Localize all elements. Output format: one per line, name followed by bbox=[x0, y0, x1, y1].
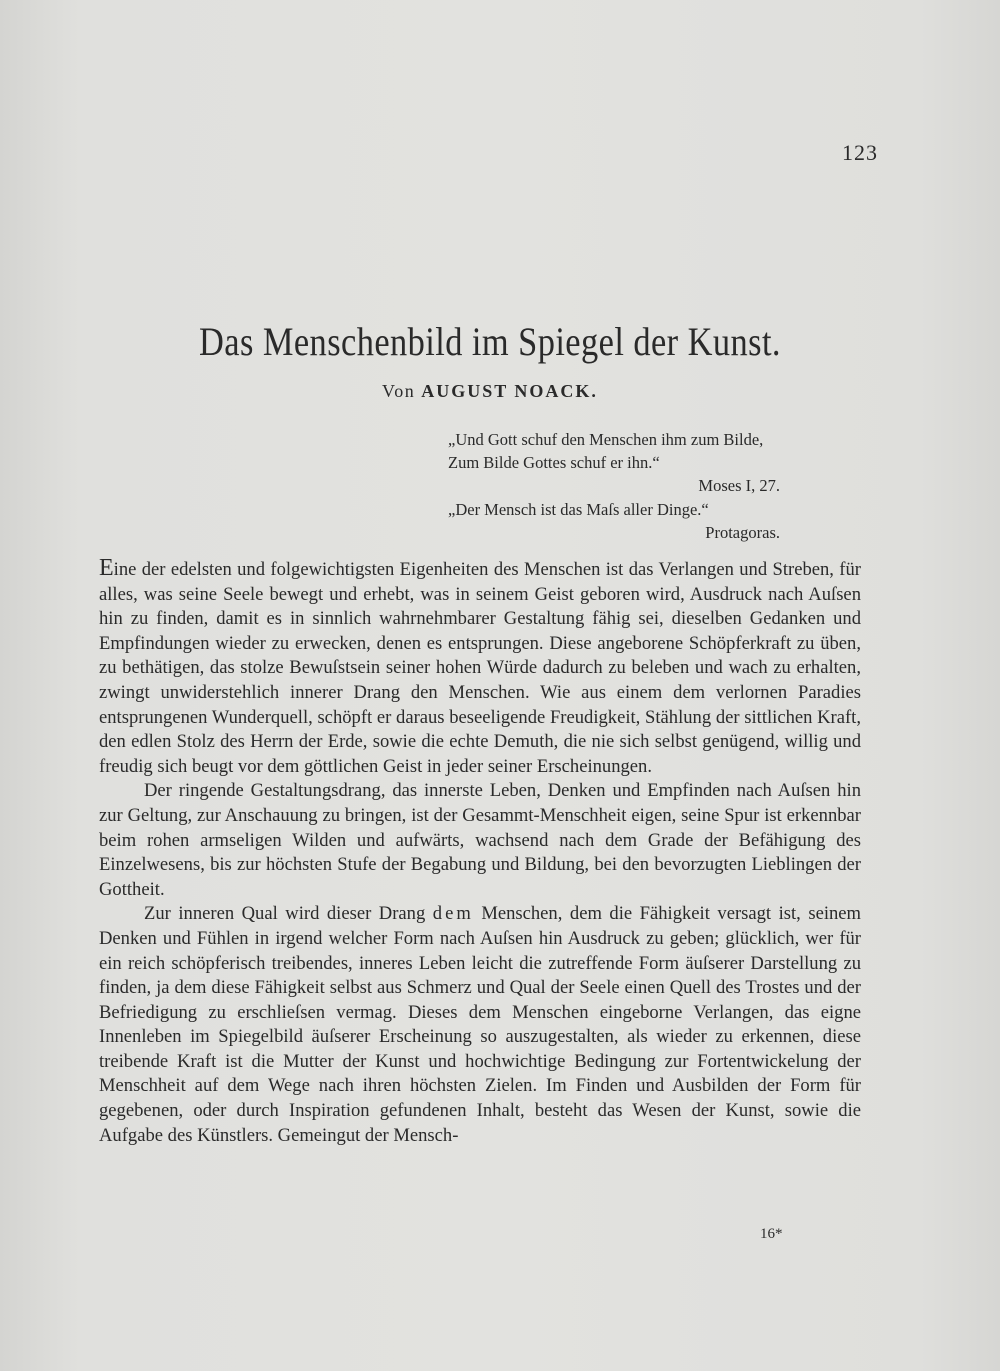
author-name: AUGUST NOACK. bbox=[421, 381, 598, 401]
paragraph-2: Der ringende Gestaltungsdrang, das innerste Leben, Denken und Empfinden nach Auſsen hin zur Geltung, zur Anschauung zu bringen, ist der Gesammt-Menschheit eigen, seine Spur ist erkennbar beim rohen armseligen Wilden und aufwärts, wachsend nach dem Grade der Befähigung des Einzelwesens, bis zur höchsten Stufe der Begabung und Bildung, bei den bevorzugten Lieblingen der Gottheit. bbox=[99, 780, 861, 900]
page-number: 123 bbox=[842, 140, 878, 165]
paragraph-3 bbox=[99, 902, 861, 1148]
article-title: Das Menschenbild im Spiegel der Kunst. bbox=[199, 319, 781, 364]
epigraph-source: Moses I, 27. bbox=[698, 476, 780, 495]
byline bbox=[100, 381, 880, 402]
epigraph-line: „Und Gott schuf den Menschen ihm zum Bilde, bbox=[448, 430, 764, 449]
epigraph-line: Zum Bilde Gottes schuf er ihn.“ bbox=[448, 453, 660, 472]
paragraph-1-text: ine der edelsten und folgewichtigsten Eigenheiten des Menschen ist das Verlangen und Streben, für alles, was seine Seele bewegt und erhebt, was in seinem Geist geboren wird, Ausdruck nach Auſsen hin zu finden, damit es in sinnlich wahrnehmbarer Gestaltung fähig sei, dieselben Gedanken und Empfindungen wieder zu erwecken, denen es entsprungen. Diese angeborene Schöpferkraft zu üben, zu bethätigen, das stolze Bewuſstsein seiner hohen Würde dadurch zu beleben und wach zu erhalten, zwingt unwiderstehlich innerer Drang den Menschen. Wie aus einem dem verlornen Paradies entsprungenen Wunderquell, schöpft er daraus beseeligende Freudigkeit, Stählung der sittlichen Kraft, den edlen Stolz des Herrn der Erde, sowie die echte Demuth, die nie sich selbst genügend, willig und freudig sich beugt vor dem göttlichen Geist in jeder seiner Erscheinungen. bbox=[99, 559, 861, 777]
paragraph-3-text-a: Zur inneren Qual wird dieser Drang bbox=[144, 903, 426, 925]
emphasized-word: dem bbox=[432, 903, 474, 925]
byline-prefix: Von bbox=[382, 381, 416, 401]
initial-letter: E bbox=[99, 555, 114, 581]
paragraph-1 bbox=[99, 556, 861, 779]
epigraph-source: Protagoras. bbox=[705, 523, 780, 542]
epigraph-genesis bbox=[448, 428, 808, 497]
paragraph-3-text-b: Menschen, dem die Fähigkeit versagt ist, seinem Denken und Fühlen in irgend welcher Form nach Auſsen hin Ausdruck zu geben; glücklich, wer für ein reich schöpferisch treibendes, inneres Leben leicht die zutreffende Form äuſserer Darstellung zu finden, ja dem diese Fähigkeit selbst aus Schmerz und Qual der Seele einen Quell des Trostes und der Befriedigung zu erschlieſsen vermag. Dieses dem Menschen eingeborne Verlangen, das eigne Innenleben im Spiegelbild äuſserer Erscheinung so auszugestalten, als wieder zu erkennen, diese treibende Kraft ist die Mutter der Kunst und hochwichtige Bedingung zur Fortentwickelung der Menschheit auf dem Wege nach ihren höchsten Zielen. Im Finden und Ausbilden der Form für gegebenen, oder durch Inspiration gefundenen Inhalt, besteht das Wesen der Kunst, sowie die Aufgabe des Künstlers. Gemeingut der Mensch- bbox=[99, 903, 861, 1146]
signature-mark: 16* bbox=[760, 1226, 783, 1242]
epigraph-line: „Der Mensch ist das Maſs aller Dinge.“ bbox=[448, 500, 709, 519]
epigraph-protagoras bbox=[448, 498, 808, 544]
article-body bbox=[99, 556, 861, 1148]
